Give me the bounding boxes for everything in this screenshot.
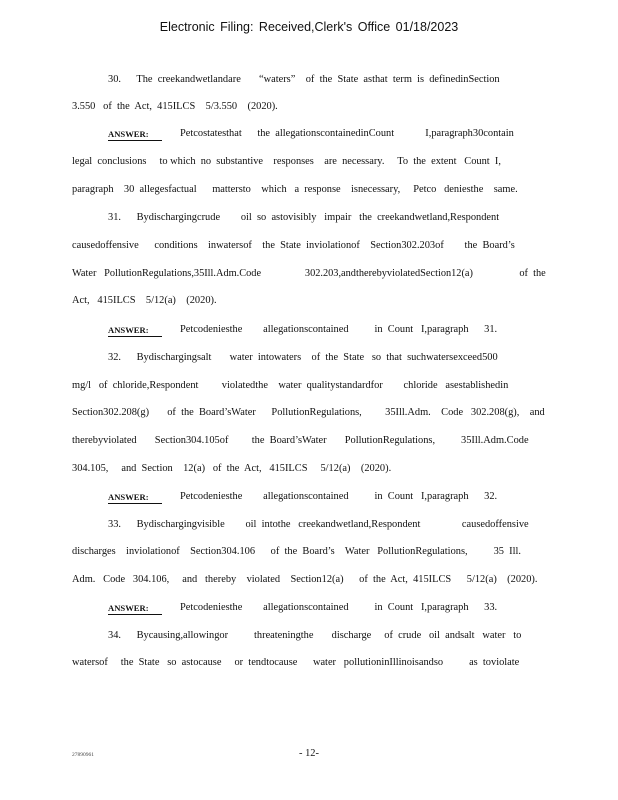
paragraph-31-line-4: Act, 415ILCS 5/12(a) (2020).	[72, 295, 217, 306]
paragraph-32-line-2: mg/l of chloride,Respondent violatedthe water qualitystandardfor chloride asestablishedin	[72, 380, 509, 391]
answer-label-text: ANSWER:	[108, 325, 149, 335]
answer-31-line-1: Petcodeniesthe allegationscontained in Count I,paragraph 31.	[180, 324, 498, 335]
paragraph-31-line-3: Water PollutionRegulations,35Ill.Adm.Code 302.203,andtherebyviolatedSection12(a) of the	[72, 268, 546, 279]
paragraph-32-line-5: 304.105, and Section 12(a) of the Act, 415ILCS 5/12(a) (2020).	[72, 463, 392, 474]
paragraph-32-line-4: therebyviolated Section304.105of the Board’sWater PollutionRegulations, 35Ill.Adm.Code	[72, 435, 529, 446]
paragraph-33-line-1: 33. Bydischargingvisible oil intothe creekandwetland,Respondent causedoffensive	[108, 519, 529, 530]
answer-33-line-1: Petcodeniesthe allegationscontained in Count I,paragraph 33.	[180, 602, 498, 613]
answer-label-33	[108, 602, 149, 614]
paragraph-34-line-2: watersof the State so astocause or tendtocause water pollutioninIllinoisandso as toviolate	[72, 657, 520, 668]
answer-30-line-1: Petcostatesthat the allegationscontainedinCount I,paragraph30contain	[180, 128, 514, 139]
paragraph-33-line-3: Adm. Code 304.106, and thereby violated Section12(a) of the Act, 415ILCS 5/12(a) (2020).	[72, 574, 538, 585]
paragraph-34-line-1: 34. Bycausing,allowingor threateningthe discharge of crude oil andsalt water to	[108, 630, 522, 641]
paragraph-31-line-1: 31. Bydischargingcrude oil so astovisibly impair the creekandwetland,Respondent	[108, 212, 500, 223]
paragraph-32-line-3: Section302.208(g) of the Board’sWater PollutionRegulations, 35Ill.Adm. Code 302.208(g), and	[72, 407, 545, 418]
answer-label-text: ANSWER:	[108, 129, 149, 139]
filing-header: Electronic Filing: Received,Clerk's Office 01/18/2023	[159, 20, 459, 34]
answer-label-text: ANSWER:	[108, 492, 149, 502]
paragraph-33-line-2: discharges inviolationof Section304.106 of the Board’s Water PollutionRegulations, 35 Ill.	[72, 546, 521, 557]
answer-label-31	[108, 324, 149, 336]
answer-label-30	[108, 128, 149, 140]
answer-30-line-3: paragraph 30 allegesfactual mattersto which a response isnecessary, Petco deniesthe same.	[72, 184, 518, 195]
paragraph-30-line-1: 30. The creekandwetlandare “waters” of the State asthat term is definedinSection	[108, 74, 500, 85]
document-id: 27890961	[72, 752, 94, 758]
page-number: - 12-	[299, 748, 319, 759]
answer-32-line-1: Petcodeniesthe allegationscontained in Count I,paragraph 32.	[180, 491, 498, 502]
paragraph-31-line-2: causedoffensive conditions inwatersof the State inviolationof Section302.203of the Board’s	[72, 240, 515, 251]
paragraph-30-line-2: 3.550 of the Act, 415ILCS 5/3.550 (2020).	[72, 101, 278, 112]
answer-label-32	[108, 491, 149, 503]
paragraph-32-line-1: 32. Bydischargingsalt water intowaters of the State so that suchwatersexceed500	[108, 352, 498, 363]
answer-label-text: ANSWER:	[108, 603, 149, 613]
answer-30-line-2: legal conclusions to which no substantive responses are necessary. To the extent Count I,	[72, 156, 501, 167]
